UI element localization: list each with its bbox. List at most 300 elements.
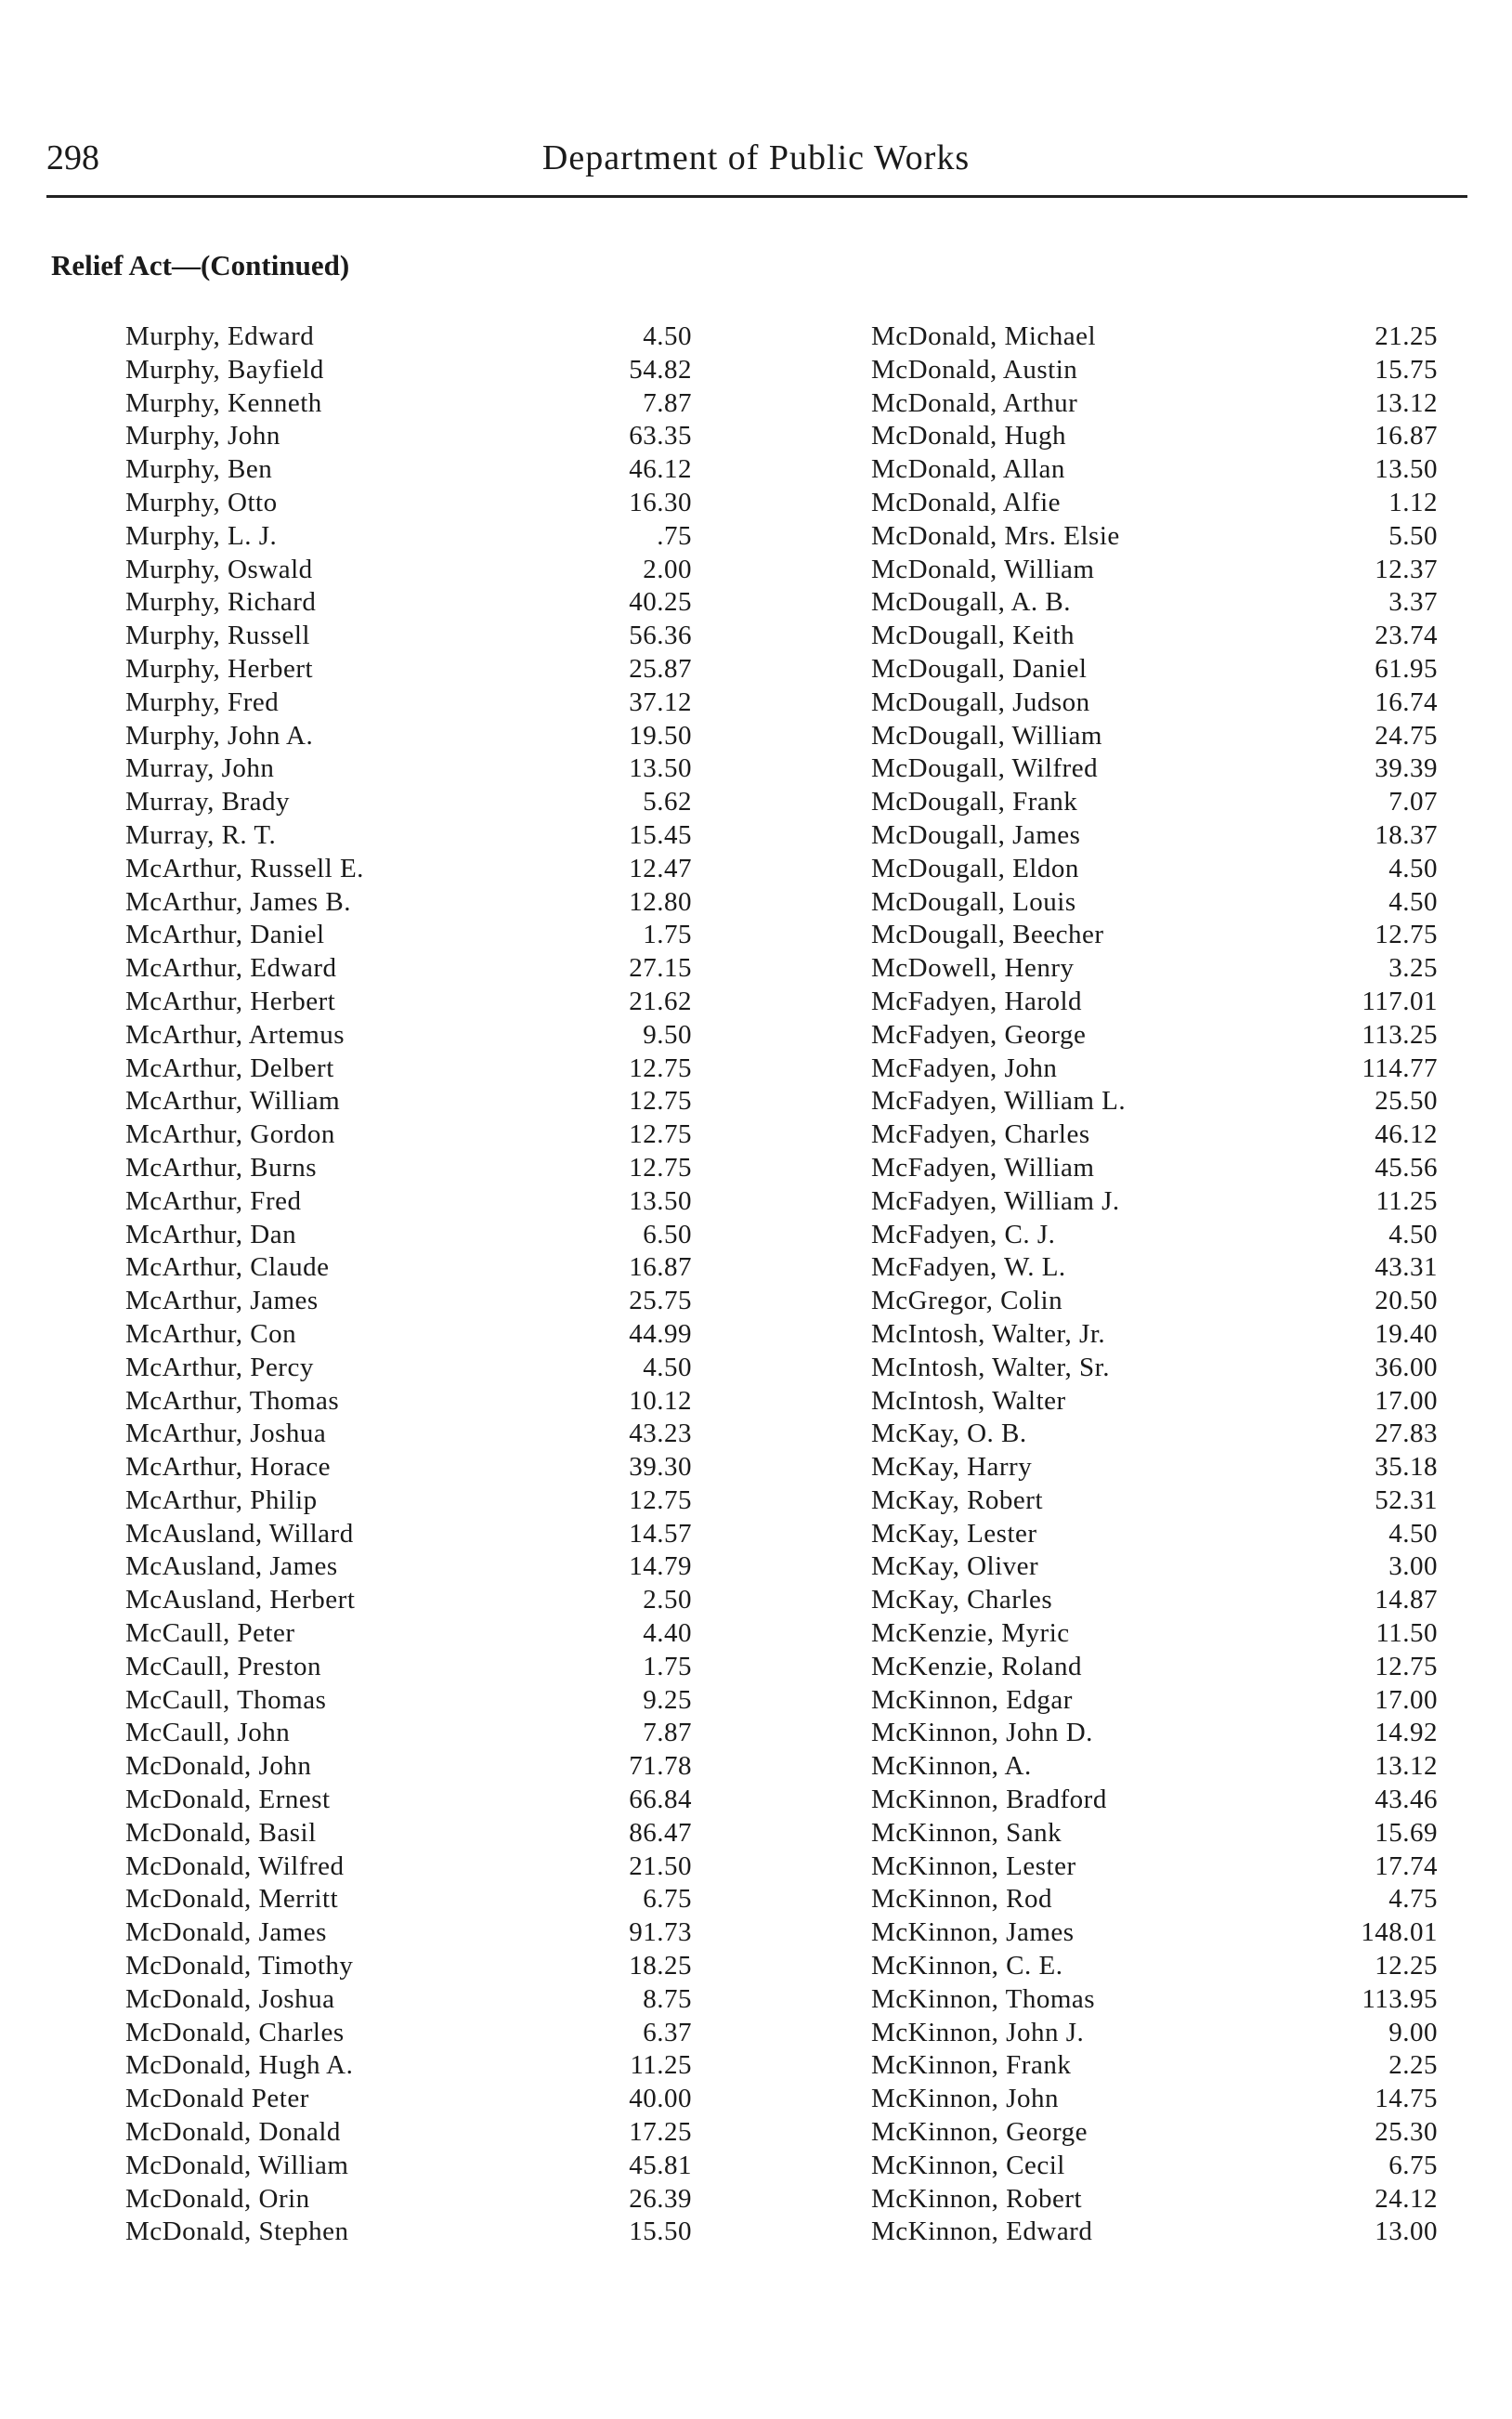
list-item bbox=[871, 487, 1438, 520]
entry-name: Murray, John bbox=[125, 753, 275, 784]
entry-amount: 5.62 bbox=[643, 787, 692, 817]
list-item bbox=[871, 2216, 1438, 2249]
list-item bbox=[125, 1784, 692, 1817]
list-item bbox=[125, 1053, 692, 1086]
running-title: Department of Public Works bbox=[541, 138, 971, 177]
section-title: Relief Act—(Continued) bbox=[51, 249, 350, 281]
entry-name: McKinnon, Robert bbox=[871, 2183, 1083, 2214]
list-item bbox=[125, 1717, 692, 1750]
entry-amount: 10.12 bbox=[629, 1385, 692, 1416]
entry-name: McDougall, Louis bbox=[871, 886, 1076, 917]
list-item bbox=[125, 520, 692, 554]
entry-name: McDougall, Eldon bbox=[871, 853, 1079, 883]
entry-amount: 12.75 bbox=[629, 1484, 692, 1515]
entry-amount: 12.75 bbox=[629, 1053, 692, 1083]
list-item bbox=[871, 1717, 1438, 1750]
entry-name: McFadyen, William J. bbox=[871, 1185, 1120, 1216]
list-item bbox=[871, 1484, 1438, 1518]
entry-name: McDonald, Ernest bbox=[125, 1785, 331, 1815]
entry-name: McArthur, Delbert bbox=[125, 1053, 334, 1083]
list-item bbox=[125, 819, 692, 853]
entry-name: McDonald, John bbox=[125, 1751, 312, 1782]
entry-name: McArthur, James B. bbox=[125, 886, 352, 917]
entry-amount: 16.87 bbox=[1375, 421, 1438, 451]
entry-amount: 35.18 bbox=[1375, 1452, 1438, 1483]
list-item bbox=[125, 1850, 692, 1884]
entry-amount: 13.00 bbox=[1375, 2216, 1438, 2247]
entry-amount: .75 bbox=[657, 520, 692, 551]
entry-name: McKinnon, Lester bbox=[871, 1850, 1076, 1881]
list-item bbox=[871, 1185, 1438, 1219]
entry-name: McFadyen, Harold bbox=[871, 986, 1083, 1016]
entry-amount: 17.74 bbox=[1375, 1850, 1438, 1881]
entry-amount: 27.83 bbox=[1375, 1419, 1438, 1449]
list-item bbox=[125, 1550, 692, 1584]
list-item bbox=[125, 1817, 692, 1850]
entry-amount: 114.77 bbox=[1362, 1053, 1438, 1083]
entry-amount: 21.50 bbox=[629, 1850, 692, 1881]
list-item bbox=[125, 653, 692, 686]
entry-amount: 3.37 bbox=[1388, 587, 1438, 618]
entry-amount: 46.12 bbox=[1375, 1119, 1438, 1150]
list-item bbox=[871, 1053, 1438, 1086]
entry-name: McDonald, Mrs. Elsie bbox=[871, 520, 1120, 551]
entry-name: McKinnon, Edward bbox=[871, 2216, 1093, 2247]
entry-amount: 24.12 bbox=[1375, 2183, 1438, 2214]
list-item bbox=[125, 487, 692, 520]
entry-amount: 16.30 bbox=[629, 487, 692, 517]
list-item bbox=[125, 1684, 692, 1718]
entry-amount: 19.50 bbox=[629, 720, 692, 751]
entry-name: McDougall, Frank bbox=[871, 787, 1078, 817]
entry-name: Murphy, Ben bbox=[125, 454, 273, 485]
entry-amount: 4.50 bbox=[1388, 1219, 1438, 1249]
list-item bbox=[871, 420, 1438, 453]
entry-amount: 14.75 bbox=[1375, 2084, 1438, 2114]
entry-amount: 40.00 bbox=[629, 2084, 692, 2114]
entry-name: Murphy, Russell bbox=[125, 621, 310, 651]
entry-amount: 54.82 bbox=[629, 354, 692, 385]
entry-name: McKinnon, Sank bbox=[871, 1817, 1062, 1848]
list-item bbox=[125, 986, 692, 1019]
entry-amount: 12.47 bbox=[629, 853, 692, 883]
list-item bbox=[871, 952, 1438, 986]
entry-amount: 71.78 bbox=[629, 1751, 692, 1782]
entry-name: McKinnon, Rod bbox=[871, 1884, 1052, 1915]
list-item bbox=[871, 1784, 1438, 1817]
list-item bbox=[871, 1750, 1438, 1784]
entry-amount: 44.99 bbox=[629, 1318, 692, 1349]
entry-amount: 2.00 bbox=[643, 554, 692, 584]
entry-amount: 1.12 bbox=[1388, 487, 1438, 517]
entry-name: McArthur, Fred bbox=[125, 1185, 302, 1216]
entry-name: McDonald, Charles bbox=[125, 2017, 345, 2047]
list-item bbox=[125, 1285, 692, 1318]
entry-name: McDonald, Hugh A. bbox=[125, 2050, 354, 2081]
entry-amount: 4.50 bbox=[1388, 1518, 1438, 1549]
entry-name: Murphy, John bbox=[125, 421, 280, 451]
entry-amount: 12.75 bbox=[629, 1152, 692, 1183]
entry-amount: 26.39 bbox=[629, 2183, 692, 2214]
entry-name: McCaull, John bbox=[125, 1718, 291, 1748]
entry-amount: 11.50 bbox=[1375, 1618, 1438, 1649]
entry-amount: 61.95 bbox=[1375, 653, 1438, 684]
entry-name: McArthur, Edward bbox=[125, 953, 337, 984]
list-item bbox=[871, 1983, 1438, 2017]
list-item bbox=[871, 2183, 1438, 2216]
entry-amount: 18.37 bbox=[1375, 819, 1438, 850]
list-item bbox=[125, 1916, 692, 1950]
list-item bbox=[125, 2183, 692, 2216]
entry-amount: 13.50 bbox=[629, 1185, 692, 1216]
entry-amount: 24.75 bbox=[1375, 720, 1438, 751]
list-item bbox=[125, 2150, 692, 2183]
entry-amount: 14.79 bbox=[629, 1551, 692, 1582]
entry-amount: 13.12 bbox=[1375, 387, 1438, 418]
entry-amount: 20.50 bbox=[1375, 1286, 1438, 1316]
entry-name: McKinnon, C. E. bbox=[871, 1951, 1063, 1981]
entry-name: McKinnon, A. bbox=[871, 1751, 1032, 1782]
entry-name: McIntosh, Walter bbox=[871, 1385, 1066, 1416]
entry-name: McDougall, Keith bbox=[871, 621, 1075, 651]
entry-name: McArthur, Dan bbox=[125, 1219, 297, 1249]
list-item bbox=[871, 1584, 1438, 1617]
list-item bbox=[125, 2017, 692, 2050]
entry-amount: 12.75 bbox=[629, 1119, 692, 1150]
list-item bbox=[125, 1251, 692, 1285]
entry-amount: 9.25 bbox=[643, 1684, 692, 1715]
entry-amount: 17.25 bbox=[629, 2117, 692, 2148]
entry-amount: 17.00 bbox=[1375, 1684, 1438, 1715]
entry-name: McArthur, Daniel bbox=[125, 920, 325, 950]
entry-amount: 16.87 bbox=[629, 1252, 692, 1283]
entry-name: McDonald, Alfie bbox=[871, 487, 1062, 517]
list-item bbox=[125, 1518, 692, 1551]
list-item bbox=[871, 2083, 1438, 2116]
entry-name: McKinnon, Frank bbox=[871, 2050, 1072, 2081]
entry-name: McDonald, Joshua bbox=[125, 1983, 335, 2014]
list-item bbox=[125, 686, 692, 720]
entry-name: McArthur, Artemus bbox=[125, 1019, 345, 1050]
entry-name: McKinnon, Thomas bbox=[871, 1983, 1096, 2014]
entry-amount: 12.75 bbox=[1375, 920, 1438, 950]
entry-name: Murphy, John A. bbox=[125, 720, 314, 751]
list-item bbox=[125, 919, 692, 952]
list-item bbox=[871, 1118, 1438, 1152]
entry-name: McDougall, Daniel bbox=[871, 653, 1088, 684]
entry-name: McDougall, William bbox=[871, 720, 1102, 751]
header-rule bbox=[46, 195, 1467, 198]
entry-amount: 3.00 bbox=[1388, 1551, 1438, 1582]
entry-name: McDougall, Judson bbox=[871, 686, 1090, 717]
right-column bbox=[871, 320, 1438, 2249]
entry-amount: 91.73 bbox=[629, 1917, 692, 1948]
entry-amount: 21.25 bbox=[1375, 321, 1438, 351]
entry-amount: 45.81 bbox=[629, 2150, 692, 2180]
entry-amount: 4.50 bbox=[643, 321, 692, 351]
entry-amount: 25.50 bbox=[1375, 1086, 1438, 1117]
entry-name: McDougall, James bbox=[871, 819, 1081, 850]
list-item bbox=[871, 1418, 1438, 1451]
entry-amount: 6.50 bbox=[643, 1219, 692, 1249]
list-item bbox=[871, 1684, 1438, 1718]
list-item bbox=[871, 2049, 1438, 2083]
list-item bbox=[125, 1085, 692, 1118]
entry-amount: 4.50 bbox=[643, 1352, 692, 1382]
list-item bbox=[125, 786, 692, 819]
entry-amount: 18.25 bbox=[629, 1951, 692, 1981]
list-item bbox=[871, 919, 1438, 952]
list-item bbox=[125, 1418, 692, 1451]
entry-amount: 9.00 bbox=[1388, 2017, 1438, 2047]
list-item bbox=[125, 453, 692, 487]
list-item bbox=[871, 752, 1438, 786]
list-item bbox=[871, 354, 1438, 387]
entry-name: McFadyen, William bbox=[871, 1152, 1095, 1183]
list-item bbox=[125, 620, 692, 653]
list-item bbox=[125, 586, 692, 620]
entry-amount: 45.56 bbox=[1375, 1152, 1438, 1183]
entry-amount: 4.75 bbox=[1388, 1884, 1438, 1915]
entry-amount: 12.37 bbox=[1375, 554, 1438, 584]
entry-name: McDonald, Stephen bbox=[125, 2216, 349, 2247]
list-item bbox=[871, 786, 1438, 819]
entry-amount: 46.12 bbox=[629, 454, 692, 485]
list-item bbox=[871, 620, 1438, 653]
list-item bbox=[125, 354, 692, 387]
entry-amount: 13.50 bbox=[1375, 454, 1438, 485]
entry-name: McDonald, James bbox=[125, 1917, 327, 1948]
entry-name: McDonald, Wilfred bbox=[125, 1850, 345, 1881]
entry-amount: 14.87 bbox=[1375, 1585, 1438, 1615]
entry-amount: 12.75 bbox=[1375, 1651, 1438, 1681]
entry-amount: 86.47 bbox=[629, 1817, 692, 1848]
entry-name: McDougall, Beecher bbox=[871, 920, 1104, 950]
list-item bbox=[125, 952, 692, 986]
entry-name: McDonald, Donald bbox=[125, 2117, 341, 2148]
list-item bbox=[125, 387, 692, 421]
entry-name: McDonald, William bbox=[125, 2150, 349, 2180]
list-item bbox=[871, 1518, 1438, 1551]
entry-amount: 1.75 bbox=[643, 1651, 692, 1681]
entry-amount: 6.75 bbox=[643, 1884, 692, 1915]
entry-amount: 14.92 bbox=[1375, 1718, 1438, 1748]
entry-amount: 5.50 bbox=[1388, 520, 1438, 551]
entry-name: McKay, Lester bbox=[871, 1518, 1037, 1549]
entry-name: McDonald, Hugh bbox=[871, 421, 1066, 451]
entry-name: McKinnon, Cecil bbox=[871, 2150, 1065, 2180]
entry-name: McFadyen, W. L. bbox=[871, 1252, 1066, 1283]
list-item bbox=[125, 2049, 692, 2083]
list-item bbox=[871, 2116, 1438, 2150]
list-item bbox=[125, 420, 692, 453]
list-item bbox=[871, 1883, 1438, 1916]
entry-amount: 40.25 bbox=[629, 587, 692, 618]
entry-name: McArthur, Claude bbox=[125, 1252, 330, 1283]
entry-name: Murphy, Bayfield bbox=[125, 354, 324, 385]
list-item bbox=[871, 1550, 1438, 1584]
entry-amount: 23.74 bbox=[1375, 621, 1438, 651]
entry-amount: 117.01 bbox=[1362, 986, 1438, 1016]
entry-name: McCaull, Peter bbox=[125, 1618, 295, 1649]
list-item bbox=[125, 1617, 692, 1651]
entry-name: McArthur, Russell E. bbox=[125, 853, 364, 883]
list-item bbox=[871, 2017, 1438, 2050]
list-item bbox=[871, 1817, 1438, 1850]
entry-name: Murphy, Richard bbox=[125, 587, 317, 618]
list-item bbox=[125, 752, 692, 786]
entry-amount: 7.87 bbox=[643, 1718, 692, 1748]
entry-name: McKinnon, James bbox=[871, 1917, 1075, 1948]
list-item bbox=[871, 720, 1438, 753]
list-item bbox=[871, 554, 1438, 587]
entry-name: McGregor, Colin bbox=[871, 1286, 1063, 1316]
entry-name: McAusland, Herbert bbox=[125, 1585, 356, 1615]
entry-amount: 19.40 bbox=[1375, 1318, 1438, 1349]
list-item bbox=[125, 2216, 692, 2249]
entry-amount: 15.45 bbox=[629, 819, 692, 850]
list-item bbox=[871, 1617, 1438, 1651]
entry-name: McArthur, Percy bbox=[125, 1352, 314, 1382]
entry-amount: 12.25 bbox=[1375, 1951, 1438, 1981]
entry-name: McFadyen, George bbox=[871, 1019, 1087, 1050]
entry-name: Murphy, Kenneth bbox=[125, 387, 322, 418]
list-item bbox=[871, 1019, 1438, 1053]
entry-amount: 14.57 bbox=[629, 1518, 692, 1549]
list-item bbox=[125, 1750, 692, 1784]
entry-name: McKenzie, Roland bbox=[871, 1651, 1083, 1681]
entry-amount: 39.30 bbox=[629, 1452, 692, 1483]
entry-name: McArthur, Thomas bbox=[125, 1385, 340, 1416]
entry-name: McDonald, Orin bbox=[125, 2183, 310, 2214]
list-item bbox=[125, 1152, 692, 1185]
entry-amount: 25.75 bbox=[629, 1286, 692, 1316]
list-item bbox=[871, 387, 1438, 421]
list-item bbox=[871, 586, 1438, 620]
entry-name: McFadyen, William L. bbox=[871, 1086, 1127, 1117]
list-item bbox=[871, 320, 1438, 354]
list-item bbox=[871, 1850, 1438, 1884]
entry-name: McDowell, Henry bbox=[871, 953, 1075, 984]
entry-amount: 16.74 bbox=[1375, 686, 1438, 717]
list-item bbox=[125, 320, 692, 354]
page-number: 298 bbox=[46, 138, 99, 177]
list-item bbox=[125, 1484, 692, 1518]
entry-name: McDonald, Basil bbox=[125, 1817, 317, 1848]
entry-name: Murphy, Edward bbox=[125, 321, 315, 351]
list-item bbox=[871, 986, 1438, 1019]
list-item bbox=[125, 1883, 692, 1916]
entry-name: McDonald, William bbox=[871, 554, 1095, 584]
list-item bbox=[125, 1019, 692, 1053]
list-item bbox=[871, 1152, 1438, 1185]
entry-name: Murphy, Fred bbox=[125, 686, 280, 717]
list-item bbox=[871, 1916, 1438, 1950]
entry-amount: 4.40 bbox=[643, 1618, 692, 1649]
entry-amount: 6.37 bbox=[643, 2017, 692, 2047]
entry-amount: 12.75 bbox=[629, 1086, 692, 1117]
entry-amount: 3.25 bbox=[1388, 953, 1438, 984]
entry-amount: 2.50 bbox=[643, 1585, 692, 1615]
entry-amount: 63.35 bbox=[629, 421, 692, 451]
entry-name: McIntosh, Walter, Jr. bbox=[871, 1318, 1106, 1349]
entry-name: McFadyen, John bbox=[871, 1053, 1058, 1083]
entry-name: McArthur, Con bbox=[125, 1318, 297, 1349]
list-item bbox=[871, 853, 1438, 886]
entry-name: McKinnon, John J. bbox=[871, 2017, 1085, 2047]
entry-amount: 37.12 bbox=[629, 686, 692, 717]
entry-amount: 15.50 bbox=[629, 2216, 692, 2247]
list-item bbox=[871, 1385, 1438, 1419]
entry-amount: 43.23 bbox=[629, 1419, 692, 1449]
entry-amount: 11.25 bbox=[1375, 1185, 1438, 1216]
entry-amount: 21.62 bbox=[629, 986, 692, 1016]
entry-amount: 8.75 bbox=[643, 1983, 692, 2014]
entry-name: Murphy, Otto bbox=[125, 487, 278, 517]
entry-amount: 7.07 bbox=[1388, 787, 1438, 817]
entry-amount: 9.50 bbox=[643, 1019, 692, 1050]
entry-amount: 148.01 bbox=[1361, 1917, 1438, 1948]
entry-name: McIntosh, Walter, Sr. bbox=[871, 1352, 1110, 1382]
list-item bbox=[125, 2116, 692, 2150]
entry-name: McArthur, Philip bbox=[125, 1484, 318, 1515]
entry-name: Murphy, Herbert bbox=[125, 653, 314, 684]
list-item bbox=[871, 819, 1438, 853]
entry-amount: 25.30 bbox=[1375, 2117, 1438, 2148]
entry-amount: 2.25 bbox=[1388, 2050, 1438, 2081]
list-item bbox=[871, 1318, 1438, 1352]
entry-name: McDonald, Allan bbox=[871, 454, 1065, 485]
entry-amount: 11.25 bbox=[630, 2050, 692, 2081]
entry-name: McDonald, Michael bbox=[871, 321, 1097, 351]
entry-name: McArthur, Joshua bbox=[125, 1419, 327, 1449]
entry-name: McKinnon, John D. bbox=[871, 1718, 1093, 1748]
entry-name: McKinnon, Bradford bbox=[871, 1785, 1107, 1815]
list-item bbox=[871, 1352, 1438, 1385]
entry-name: McKinnon, Edgar bbox=[871, 1684, 1073, 1715]
list-item bbox=[125, 1983, 692, 2017]
list-item bbox=[871, 1219, 1438, 1252]
entry-name: Murphy, Oswald bbox=[125, 554, 313, 584]
entry-amount: 17.00 bbox=[1375, 1385, 1438, 1416]
entry-name: McDougall, A. B. bbox=[871, 587, 1072, 618]
list-item bbox=[125, 720, 692, 753]
entry-amount: 27.15 bbox=[629, 953, 692, 984]
left-column bbox=[125, 320, 692, 2249]
entry-name: McKay, Robert bbox=[871, 1484, 1044, 1515]
list-item bbox=[125, 1219, 692, 1252]
entry-name: McArthur, Horace bbox=[125, 1452, 332, 1483]
list-item bbox=[125, 1950, 692, 1983]
entry-name: McArthur, William bbox=[125, 1086, 341, 1117]
entry-name: McDonald, Austin bbox=[871, 354, 1078, 385]
entry-amount: 13.12 bbox=[1375, 1751, 1438, 1782]
entry-name: McKay, O. B. bbox=[871, 1419, 1027, 1449]
entry-amount: 113.25 bbox=[1362, 1019, 1438, 1050]
list-item bbox=[125, 886, 692, 920]
list-item bbox=[125, 1584, 692, 1617]
entry-amount: 43.46 bbox=[1375, 1785, 1438, 1815]
entry-amount: 13.50 bbox=[629, 753, 692, 784]
list-item bbox=[871, 1950, 1438, 1983]
entry-name: McCaull, Preston bbox=[125, 1651, 321, 1681]
entry-amount: 4.50 bbox=[1388, 886, 1438, 917]
entry-amount: 66.84 bbox=[629, 1785, 692, 1815]
entry-amount: 52.31 bbox=[1375, 1484, 1438, 1515]
entry-name: McKenzie, Myric bbox=[871, 1618, 1070, 1649]
entry-name: McDonald, Timothy bbox=[125, 1951, 354, 1981]
list-item bbox=[125, 1318, 692, 1352]
